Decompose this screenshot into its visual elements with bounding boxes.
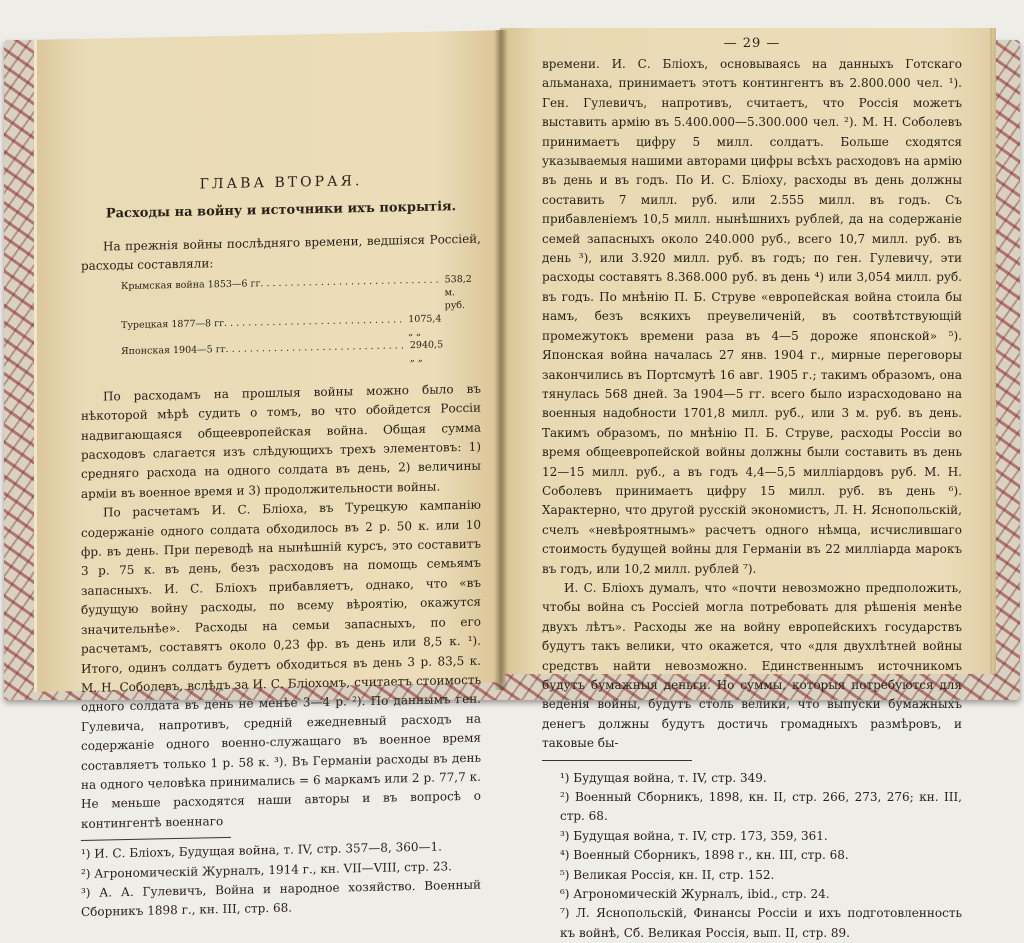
footnote: ⁶) Агрономическій Журналъ, ibid., стр. 24. <box>560 887 830 902</box>
war-expenses-list <box>121 272 481 371</box>
footnote: ²) Военный Сборникъ, 1898, кн. II, стр. 266, 273, 276; кн. III, стр. 68. <box>560 790 962 824</box>
war-name: Крымская война 1853—6 гг. . . . <box>121 273 439 319</box>
chapter-subtitle: Расходы на войну и источники ихъ покрытія. <box>105 199 457 222</box>
left-page <box>34 30 505 920</box>
footnote: ⁷) Л. Яснопольскій, Финансы Россіи и ихъ подготовленность къ войнѣ, Сб. Великая Россія, вып. II, стр. 89. <box>560 906 962 940</box>
footnote: ⁴) Военный Сборникъ, 1898 г., кн. III, стр. 68. <box>560 848 849 863</box>
footnote: ⁵) Великая Россія, кн. II, стр. 152. <box>560 867 775 882</box>
body-paragraph: И. С. Бліохъ думалъ, что «почти невозможно предположить, чтобы война съ Россіей могла потребовать для рѣшенія менѣе двухъ лѣтъ». Расходы же на войну европейскихъ государствъ будутъ такъ велики, что окажется, что «для двухлѣтней войны средствъ найти невозможно. Единственнымъ источникомъ будутъ бумажныя деньги. Но суммы, которыя потребуются для веденія войны, будутъ столь велики, что выпуски бумажныхъ денегъ должны будутъ достичь громадныхъ размѣровъ, и таковые бы- <box>542 580 962 751</box>
right-page-content <box>542 36 962 943</box>
intro-paragraph: На прежнія войны послѣдняго времени, ведшіяся Россіей, расходы составляли: <box>81 231 481 274</box>
footnote: ¹) Будущая война, т. IV, стр. 349. <box>560 770 767 785</box>
book-spine <box>494 30 508 690</box>
footnote: ²) Агрономическій Журналъ, 1914 г., кн. VII—VIII, стр. 23. <box>81 858 452 881</box>
footnotes <box>542 769 962 943</box>
footnote-divider <box>542 760 692 761</box>
footnote: ³) А. А. Гулевичъ, Война и народное хозяйство. Военный Сборникъ 1898 г., кн. III, стр. 68. <box>81 877 481 920</box>
footnote: ¹) И. С. Бліохъ, Будущая война, т. IV, стр. 357—8, 360—1. <box>81 839 442 862</box>
body-paragraph: времени. И. С. Бліохъ, основываясь на данныхъ Готскаго альманаха, принимаетъ этотъ контингентъ въ 2.800.000 чел. ¹). Ген. Гулевичъ, напротивъ, считаетъ, что Россія можетъ выставить армію въ 5.400.000—5.300.000 чел. ²). М. Н. Соболевъ принимаетъ цифру 5 милл. солдатъ. Больше сходятся указываемыя нашими авторами цифры всѣхъ расходовъ на армію въ день и въ годъ. По И. С. Бліоху, расходы въ день должны составить 7 милл. руб. или 2.555 милл. въ годъ. Съ прибавленіемъ 10,5 милл. нынѣшнихъ рублей, да на содержаніе семей запасныхъ около 240.000 руб., всего 10,7 милл. руб. въ день ³), или 3.920 милл. руб. въ годъ; по ген. Гулевичу, эти расходы составятъ 8.368.000 руб. въ день ⁴) или 3,054 милл. руб. въ годъ. По мнѣнію П. Б. Струве «европейская война стоила бы намъ, безъ всякихъ преувеличеній, въ соотвѣтствующій промежутокъ времени раза въ 4—5 дороже японской» ⁵). Японская война началась 27 янв. 1904 г., мирные переговоры закончились въ Портсмутѣ 16 авг. 1905 г.; такимъ образомъ, она тянулась 568 дней. За 1904—5 гг. всего было израсходовано на военныя надобности 1701,8 милл. руб., или 3 м. руб. въ день. Такимъ образомъ, по мнѣнію П. Б. Струве, расходы Россіи во время общеевропейской войны должны были составить въ день 12—15 милл. руб., а въ годъ 4,4—5,5 милліардовъ руб. М. Н. Соболевъ принимаетъ цифру 15 милл. руб. въ день ⁶). Характерно, что другой русскій экономистъ, Л. Н. Яснопольскій, счелъ «невѣроятнымъ» расчетъ одного нѣмца, исчислившаго стоимость будущей войны для Германіи въ 22 милліарда марокъ въ годъ, или 10,2 милл. рублей ⁷). <box>542 57 962 576</box>
list-item <box>121 339 444 371</box>
left-page-content <box>81 171 481 923</box>
war-amount: 2940,5 „ „ <box>409 339 444 364</box>
list-item <box>121 273 472 319</box>
war-name: Турецкая 1877—8 гг. . . . <box>121 313 402 345</box>
war-amount: 538,2 м. руб. <box>444 273 472 312</box>
footnote: ³) Будущая война, т. IV, стр. 173, 359, 361. <box>560 828 828 843</box>
right-page <box>500 28 996 940</box>
page-number: — 29 — <box>723 36 781 51</box>
war-name: Японская 1904—5 гг. . . . <box>121 339 404 371</box>
body-paragraph: По расчетамъ И. С. Бліоха, въ Турецкую кампанію содержаніе одного солдата обходилось въ 2 р. 50 к. или 10 фр. въ день. При переводѣ на нынѣшній курсъ, это составитъ 3 р. 75 к. въ день, безъ расходовъ на помощь семьямъ запасныхъ. И. С. Бліохъ прибавляетъ, однако, что «въ будущую войну расходы, по всему вѣроятію, окажутся значительнѣе». Расходы на семьи запасныхъ, по его расчетамъ, составятъ около 0,23 фр. въ день или 8,5 к. ¹). Итого, одинъ солдатъ будетъ обходиться въ день 3 р. 83,5 к. М. Н. Соболевъ, вслѣдъ за И. С. Бліохомъ, считаетъ стоимость одного солдата въ день не менѣе 3—4 р. ²). По даннымъ ген. Гулевича, напротивъ, средній ежедневный расходъ на содержаніе одного военно-служащаго въ военное время составляетъ только 1 р. 58 к. ³). Въ Германіи расходы въ день на одного человѣка принимались = 6 маркамъ или 2 р. 77,7 к. Не меньше расходятся наши авторы и въ вопросѣ о контингентѣ военнаго <box>81 497 481 831</box>
chapter-title: ГЛАВА ВТОРАЯ. <box>199 173 363 193</box>
footnote-divider <box>81 837 231 841</box>
body-paragraph: По расходамъ на прошлыя войны можно было въ нѣкоторой мѣрѣ судить о томъ, во что обойдется Россіи надвигающаяся общеевропейская война. Общая сумма расходовъ слагается изъ слѣдующихъ трехъ элементовъ: 1) средняго расхода на одного солдата въ день, 2) величины арміи въ военное время и 3) продолжительности войны. <box>81 381 481 501</box>
war-amount: 1075,4 „ „ <box>408 313 442 338</box>
footnotes <box>81 837 481 923</box>
